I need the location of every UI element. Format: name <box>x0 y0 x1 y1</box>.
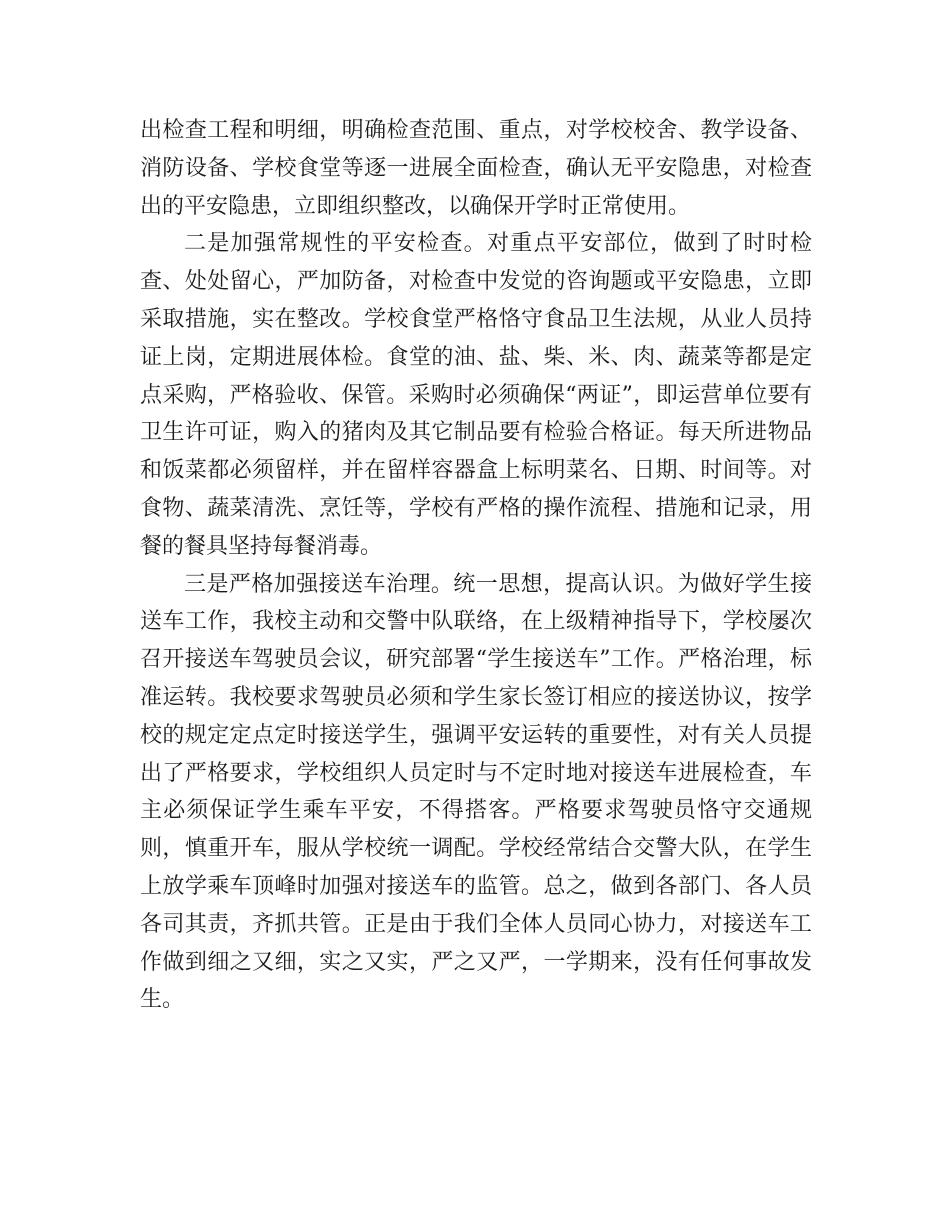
paragraph-continuation: 出检查工程和明细，明确检查范围、重点，对学校校舍、教学设备、消防设备、学校食堂等逐一进展全面检查，确认无平安隐患，对检查出的平安隐患，立即组织整改，以确保开学时正常使用。 <box>140 118 812 219</box>
paragraph-school-bus-management: 三是严格加强接送车治理。统一思想，提高认识。为做好学生接送车工作，我校主动和交警中队联络，在上级精神指导下，学校屡次召开接送车驾驶员会议，研究部署“学生接送车”工作。严格治理，标准运转。我校要求驾驶员必须和学生家长签订相应的接送协议，按学校的规定定点定时接送学生，强调平安运转的重要性，对有关人员提出了严格要求，学校组织人员定时与不定时地对接送车进展检查，车主必须保证学生乘车平安，不得搭客。严格要求驾驶员恪守交通规则，慎重开车，服从学校统一调配。学校经常结合交警大队，在学生上放学乘车顶峰时加强对接送车的监管。总之，做到各部门、各人员各司其责，齐抓共管。正是由于我们全体人员同心协力，对接送车工作做到细之又细，实之又实，严之又严，一学期来，没有任何事故发生。 <box>140 571 812 1013</box>
paragraph-routine-safety-inspection: 二是加强常规性的平安检查。对重点平安部位，做到了时时检查、处处留心，严加防备，对检查中发觉的咨询题或平安隐患，立即采取措施，实在整改。学校食堂严格恪守食品卫生法规，从业人员持证上岗，定期进展体检。食堂的油、盐、柴、米、肉、蔬菜等都是定点采购，严格验收、保管。采购时必须确保“两证”，即运营单位要有卫生许可证，购入的猪肉及其它制品要有检验合格证。每天所进物品和饭菜都必须留样，并在留样容器盒上标明菜名、日期、时间等。对食物、蔬菜清洗、烹饪等，学校有严格的操作流程、措施和记录，用餐的餐具坚持每餐消毒。 <box>140 231 812 559</box>
document-body <box>140 112 812 1019</box>
